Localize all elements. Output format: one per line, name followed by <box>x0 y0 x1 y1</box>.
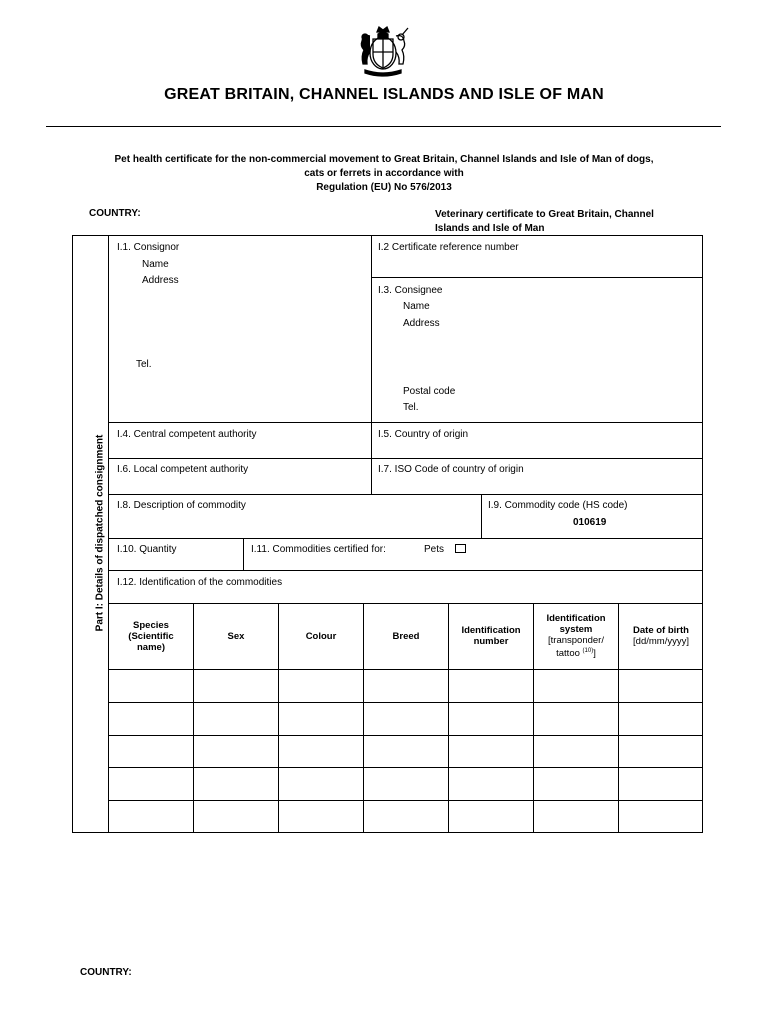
header-line: Identification <box>546 612 606 624</box>
table-cell[interactable] <box>534 736 618 767</box>
identification-label: I.12. Identification of the commodities <box>117 577 283 588</box>
row-divider <box>371 277 703 278</box>
table-cell[interactable] <box>534 801 618 832</box>
commodities-certified-label: I.11. Commodities certified for: <box>251 544 386 555</box>
table-cell[interactable] <box>194 801 278 832</box>
table-cell[interactable] <box>194 703 278 735</box>
table-cell[interactable] <box>279 670 363 702</box>
header-line: number <box>473 636 509 647</box>
table-cell[interactable] <box>109 703 193 735</box>
commodity-code-value: 010619 <box>573 517 607 528</box>
consignor-address-field[interactable]: Address <box>142 275 179 286</box>
consignor-label: I.1. Consignor <box>117 242 180 253</box>
consignee-postal-code-field[interactable]: Postal code <box>403 386 456 397</box>
header-line: Colour <box>305 630 337 642</box>
quantity-field[interactable]: I.10. Quantity <box>117 544 177 555</box>
pets-checkbox[interactable] <box>455 544 466 553</box>
header-line: Sex <box>227 630 245 642</box>
column-header-date-of-birth <box>619 603 703 669</box>
column-header-identification-number <box>449 603 533 669</box>
table-cell[interactable] <box>449 670 533 702</box>
subtitle-line: cats or ferrets in accordance with <box>304 168 464 179</box>
table-cell[interactable] <box>619 703 703 735</box>
consignee-address-field[interactable]: Address <box>403 318 440 329</box>
table-cell[interactable] <box>619 768 703 800</box>
table-cell[interactable] <box>194 768 278 800</box>
table-cell[interactable] <box>619 801 703 832</box>
table-cell[interactable] <box>534 670 618 702</box>
column-header-sex <box>194 603 278 669</box>
header-line: [transponder/ <box>548 634 604 646</box>
header-line: (Scientific <box>128 630 174 642</box>
header-line: Identification <box>461 625 521 636</box>
document-title: GREAT BRITAIN, CHANNEL ISLANDS AND ISLE OF MAN <box>164 86 604 103</box>
commodity-description-field[interactable]: I.8. Description of commodity <box>117 500 246 511</box>
consignee-name-field[interactable]: Name <box>403 301 430 312</box>
commodity-code-label: I.9. Commodity code (HS code) <box>488 500 628 511</box>
veterinary-certificate-heading <box>435 208 715 236</box>
column-divider <box>243 538 244 570</box>
header-line: system <box>559 623 593 635</box>
certificate-reference-field[interactable]: I.2 Certificate reference number <box>378 242 519 253</box>
table-cell[interactable] <box>534 768 618 800</box>
row-divider <box>108 458 703 459</box>
table-cell[interactable] <box>109 801 193 832</box>
table-cell[interactable] <box>364 801 448 832</box>
subtitle-line: Regulation (EU) No 576/2013 <box>316 182 452 193</box>
table-cell[interactable] <box>534 703 618 735</box>
country-of-origin-field[interactable]: I.5. Country of origin <box>378 429 469 440</box>
table-cell[interactable] <box>449 768 533 800</box>
consignor-tel-field[interactable]: Tel. <box>136 359 152 370</box>
header-line: Breed <box>392 630 420 642</box>
subtitle-line: Pet health certificate for the non-commercial movement to Great Britain, Channel Islands and Isle of Man of dogs, <box>114 154 654 165</box>
table-cell[interactable] <box>279 703 363 735</box>
table-cell[interactable] <box>364 703 448 735</box>
pets-option-label: Pets <box>424 544 445 555</box>
table-cell[interactable] <box>109 670 193 702</box>
table-cell[interactable] <box>279 736 363 767</box>
column-divider <box>371 235 372 494</box>
row-divider <box>108 538 703 539</box>
column-header-species <box>109 603 193 669</box>
footer-country-label: COUNTRY: <box>80 967 132 978</box>
column-header-breed <box>364 603 448 669</box>
vet-heading-line: Islands and Isle of Man <box>435 223 545 234</box>
header-line: Species <box>133 619 169 631</box>
table-cell[interactable] <box>194 670 278 702</box>
column-divider <box>481 494 482 538</box>
row-divider <box>108 570 703 571</box>
central-competent-authority-field[interactable]: I.4. Central competent authority <box>117 429 257 440</box>
iso-code-field[interactable]: I.7. ISO Code of country of origin <box>378 464 524 475</box>
table-cell[interactable] <box>364 736 448 767</box>
footnote-marker: (10) <box>582 647 594 654</box>
certificate-subtitle <box>64 153 704 195</box>
consignor-name-field[interactable]: Name <box>142 259 169 270</box>
country-label: COUNTRY: <box>89 208 141 219</box>
column-header-identification-system <box>534 603 618 669</box>
header-line: name) <box>137 641 165 653</box>
table-cell[interactable] <box>279 768 363 800</box>
table-cell[interactable] <box>449 736 533 767</box>
table-cell[interactable] <box>619 670 703 702</box>
table-cell[interactable] <box>109 768 193 800</box>
row-divider <box>108 494 703 495</box>
consignee-label: I.3. Consignee <box>378 285 443 296</box>
header-line-tattoo: tattoo $^{(10)}$] <box>556 647 596 660</box>
table-cell[interactable] <box>364 768 448 800</box>
header-line: Date of birth <box>633 625 689 636</box>
row-divider <box>108 422 703 423</box>
table-cell[interactable] <box>364 670 448 702</box>
part-one-label: Part I: Details of dispatched consignment <box>94 434 106 632</box>
table-cell[interactable] <box>109 736 193 767</box>
header-line: [dd/mm/yyyy] <box>633 636 689 647</box>
vet-heading-line: Veterinary certificate to Great Britain, Channel <box>435 209 654 220</box>
title-divider <box>46 126 721 127</box>
table-cell[interactable] <box>449 801 533 832</box>
local-competent-authority-field[interactable]: I.6. Local competent authority <box>117 464 249 475</box>
consignee-tel-field[interactable]: Tel. <box>403 402 419 413</box>
royal-coat-of-arms-icon <box>351 24 415 78</box>
table-cell[interactable] <box>194 736 278 767</box>
table-cell[interactable] <box>449 703 533 735</box>
table-cell[interactable] <box>279 801 363 832</box>
table-cell[interactable] <box>619 736 703 767</box>
header-line: tattoo <box>556 648 580 660</box>
column-header-colour <box>279 603 363 669</box>
